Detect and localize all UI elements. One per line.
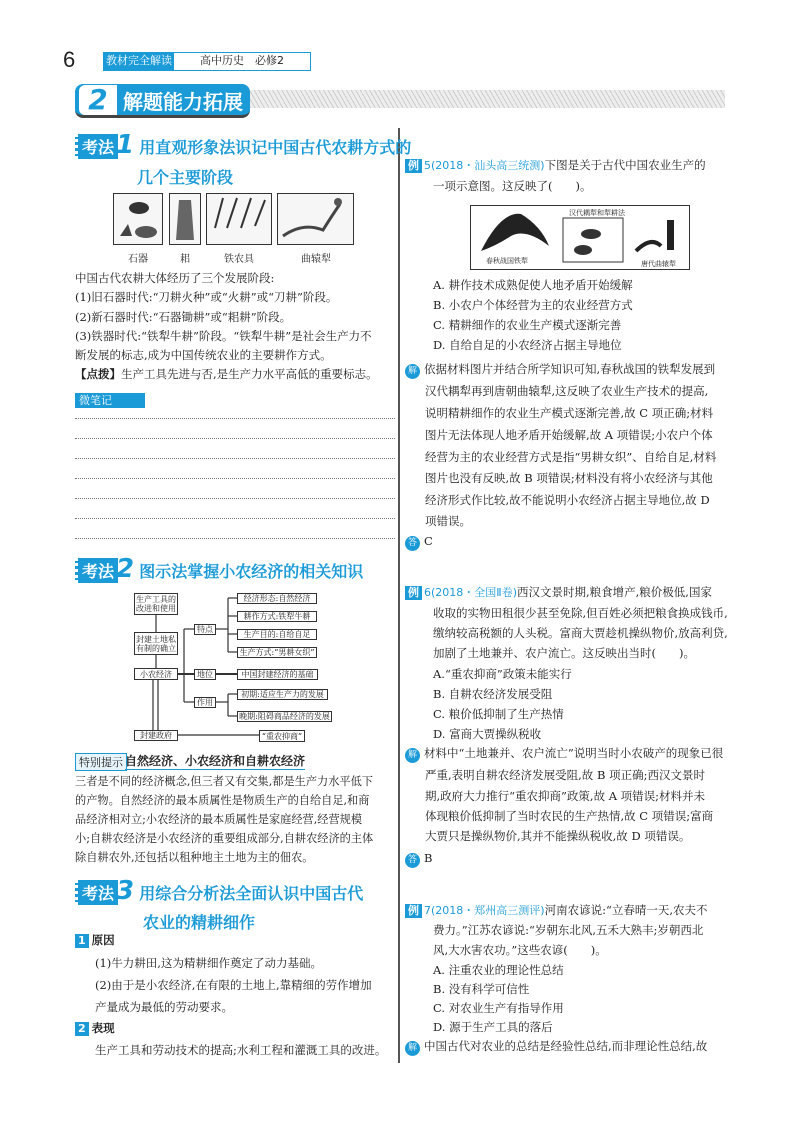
- image-label: 春秋战国铁犁: [486, 257, 528, 265]
- notes-label: 微笔记: [75, 393, 145, 408]
- option-b: B. 没有科学可信性: [433, 982, 530, 996]
- method-tag: 考法: [75, 134, 118, 159]
- paragraph-line: 除自耕农外,还包括以租种地主土地为主的佃农。: [75, 851, 314, 864]
- example-source: (2018・全国Ⅱ卷): [431, 586, 517, 599]
- option-d: D. 自给自足的小农经济占据主导地位: [433, 338, 622, 352]
- analysis-line: 体现粮价低抑制了当时农民的生产热情,故 C 项错误;富商: [425, 809, 714, 823]
- subheading-reason: [75, 933, 115, 948]
- analysis-line: 严重,表明自耕农经济发展受阻,故 B 项正确;西汉文景时: [425, 768, 705, 782]
- analysis-text: 中国古代对农业的总结是经验性总结,而非理论性总结,故: [424, 1039, 708, 1053]
- analysis-line: 图片无法体现人地矛盾开始缓解,故 A 项错误;小农户个体: [425, 428, 713, 442]
- node-feature-item: 生产方式:“男耕女织”: [237, 647, 317, 658]
- question-text: 加剧了土地兼并、农户流亡。这反映出当时( )。: [433, 646, 695, 660]
- analysis-line: [405, 1039, 707, 1056]
- diagram-connectors: [0, 0, 400, 760]
- analysis-icon: 解: [405, 1041, 420, 1056]
- method-tag: 考法: [75, 558, 118, 583]
- option-a: A.“重农抑商”政策未能实行: [433, 667, 572, 681]
- option-c: C. 精耕细作的农业生产模式逐渐完善: [433, 318, 622, 332]
- example5-question: [405, 158, 706, 173]
- node-role-item: 晚期:阻碍商品经济的发展: [237, 711, 332, 722]
- analysis-icon: 解: [405, 748, 420, 763]
- option-d: D. 源于生产工具的落后: [433, 1020, 553, 1034]
- node-feature-item: 生产目的:自给自足: [237, 629, 317, 640]
- question-text: 缴纳较高税额的人头税。富商大贾趁机操纵物价,放高利贷,: [433, 626, 728, 640]
- question-text: 收取的实物田租很少甚至免除,但百姓必须把粮食换成钱币,: [433, 606, 728, 620]
- method-title-line2: 几个主要阶段: [137, 168, 234, 187]
- answer-line: [405, 534, 433, 551]
- special-tip-label: 特别提示: [75, 753, 127, 771]
- analysis-line: 期,政府大力推行“重农抑商”政策,故 A 项错误;材料并未: [425, 789, 706, 803]
- paragraph-line: 产量成为最低的劳动要求。: [95, 1000, 233, 1014]
- question-text: 费力。”江苏农谚说:“岁朝东北风,五禾大熟丰;岁朝西北: [433, 923, 704, 937]
- analysis-icon: 解: [405, 364, 420, 379]
- paragraph-line: 小;自耕农经济是小农经济的重要组成部分,自耕农经济的主体: [75, 832, 374, 845]
- question-text: 河南农谚说:“立春晴一天,农夫不: [544, 903, 708, 917]
- analysis-text: 依据材料图片并结合所学知识可知,春秋战国的铁犁发展到: [424, 362, 716, 376]
- subject-label: 高中历史 必修2: [200, 54, 284, 67]
- analysis-text: 材料中“土地兼并、农户流亡”说明当时小农破产的现象已很: [424, 746, 724, 760]
- image-label: 唐代曲辕犁: [641, 260, 676, 268]
- analysis-line: 大贾只是操纵物价,其并不能操纵税收,故 D 项错误。: [425, 829, 691, 843]
- paragraph-line: (2)由于是小农经济,在有限的土地上,靠精细的劳作增加: [95, 978, 372, 992]
- example-badge: 例: [405, 159, 422, 173]
- question-text: 风,大水害农功。”这些农谚( )。: [433, 943, 607, 957]
- node-feature: 特点: [194, 624, 216, 635]
- section-title: 解题能力拓展: [123, 90, 243, 114]
- example-number: 5: [424, 159, 431, 172]
- node-government: 封建政府: [134, 730, 178, 741]
- method-title: 用直观形象法识记中国古代农耕方式的: [139, 138, 412, 157]
- node-tools: 生产工具的改进和使用: [136, 595, 176, 613]
- paragraph-line: (3)铁器时代:“铁犁牛耕”阶段。“铁犁牛耕”是社会生产力不: [75, 329, 372, 343]
- question-text: 一项示意图。这反映了( )。: [433, 179, 592, 193]
- node-land: 封建土地私有制的确立: [134, 632, 178, 655]
- tip-text: 生产工具先进与否,是生产力水平高低的重要标志。: [121, 367, 378, 381]
- example-source: (2018・汕头高三统测): [431, 159, 545, 172]
- paragraph-line: (2)新石器时代:“石器锄耕”或“耜耕”阶段。: [75, 310, 292, 324]
- option-a: A. 耕作技术成熟促使人地矛盾开始缓解: [433, 278, 633, 292]
- analysis-line: 汉代耦犁再到唐朝曲辕犁,这反映了农业生产技术的提高,: [425, 384, 709, 398]
- example-number: 6: [424, 586, 431, 599]
- node-status-item: 中国封建经济的基础: [237, 669, 318, 680]
- answer-line: [405, 851, 432, 868]
- node-status: 地位: [194, 669, 216, 680]
- node-role-item: 初期:适应生产力的发展: [237, 689, 328, 700]
- method-tag: 考法: [75, 880, 118, 905]
- special-tip-title: 自然经济、小农经济和自耕农经济: [125, 754, 306, 768]
- image-label: 汉代耦犁和犁耕法: [569, 209, 625, 217]
- caption-iron: 铁农具: [224, 254, 254, 265]
- method-number: 3: [116, 876, 135, 906]
- node-policy: “重农抑商”: [259, 730, 305, 742]
- answer-value: B: [424, 851, 433, 865]
- answer-value: C: [424, 534, 433, 548]
- ploughs-illustration: [470, 205, 690, 270]
- subheading-label: 原因: [91, 933, 115, 947]
- option-c: C. 粮价低抑制了生产热情: [433, 707, 564, 721]
- section-number: 2: [79, 85, 117, 115]
- analysis-line: 说明精耕细作的农业生产模式逐渐完善,故 C 项正确;材料: [425, 406, 714, 420]
- example-number: 7: [424, 904, 431, 917]
- subheading-number: 1: [75, 934, 89, 948]
- node-feature-item: 经济形态:自然经济: [237, 593, 317, 604]
- subheading-manifest: [75, 1021, 115, 1036]
- option-c: C. 对农业生产有指导作用: [433, 1001, 564, 1015]
- analysis-line: [405, 746, 723, 763]
- node-feature-item: 耕作方式:铁犁牛耕: [237, 611, 317, 622]
- analysis-line: 项错误。: [425, 514, 471, 528]
- example-badge: 例: [405, 586, 422, 600]
- paragraph-line: 中国古代农耕大体经历了三个发展阶段:: [75, 271, 275, 285]
- question-text: 下图是关于古代中国农业生产的: [544, 158, 706, 172]
- example6-question: [405, 585, 712, 600]
- analysis-line: 图片也没有反映,故 B 项错误;材料没有将小农经济与其他: [425, 471, 713, 485]
- caption-plough: 曲辕犁: [301, 254, 331, 265]
- option-b: B. 小农户个体经营为主的农业经营方式: [433, 298, 633, 312]
- option-a: A. 注重农业的理论性总结: [433, 963, 564, 977]
- question-text: 西汉文景时期,粮食增产,粮价极低,国家: [517, 585, 712, 599]
- answer-icon: 答: [405, 536, 420, 551]
- option-b: B. 自耕农经济发展受阻: [433, 687, 553, 701]
- paragraph-line: 的产物。自然经济的最本质属性是物质生产的自给自足,和商: [75, 794, 370, 807]
- node-small-farmer: 小农经济: [134, 668, 178, 680]
- option-d: D. 富商大贾操纵税收: [433, 727, 542, 741]
- analysis-line: 经济形式作比较,故不能说明小农经济占据主导地位,故 D: [425, 493, 710, 507]
- paragraph-line: 品经济相对立;小农经济的最本质属性是家庭经营,经营规模: [75, 813, 363, 826]
- answer-icon: 答: [405, 853, 420, 868]
- example-badge: 例: [405, 904, 422, 918]
- method3-heading: [75, 876, 363, 906]
- method-title-line2: 农业的精耕细作: [143, 913, 256, 932]
- paragraph-line: (1)旧石器时代:“刀耕火种”或“火耕”或“刀耕”阶段。: [75, 290, 338, 304]
- tip-label: 【点拨】: [75, 367, 121, 381]
- caption-si: 耜: [180, 254, 190, 265]
- subheading-number: 2: [75, 1022, 89, 1036]
- method-title: 图示法掌握小农经济的相关知识: [139, 562, 364, 581]
- analysis-line: [405, 362, 715, 379]
- method-title: 用综合分析法全面认识中国古代: [139, 884, 364, 903]
- series-label: 教材完全解读: [104, 53, 174, 70]
- caption-stone: 石器: [128, 254, 148, 265]
- paragraph-line: 三者是不同的经济概念,但三者又有交集,都是生产力水平低下: [75, 775, 373, 788]
- paragraph-line: (1)牛力耕田,这为精耕细作奠定了动力基础。: [95, 956, 322, 970]
- node-role: 作用: [194, 697, 216, 708]
- example-source: (2018・郑州高三测评): [431, 904, 545, 917]
- paragraph-line: 断发展的标志,成为中国传统农业的主要耕作方式。: [75, 348, 332, 362]
- analysis-line: 经营为主的农业经营方式是指“男耕女织”、自给自足,材料: [425, 450, 717, 464]
- example7-question: [405, 903, 708, 918]
- method-number: 2: [116, 554, 135, 584]
- paragraph-line: 生产工具和劳动技术的提高;水利工程和灌溉工具的改进。: [95, 1043, 387, 1057]
- page-number: 6: [63, 47, 76, 72]
- subheading-label: 表现: [91, 1021, 115, 1035]
- method-number: 1: [116, 130, 135, 160]
